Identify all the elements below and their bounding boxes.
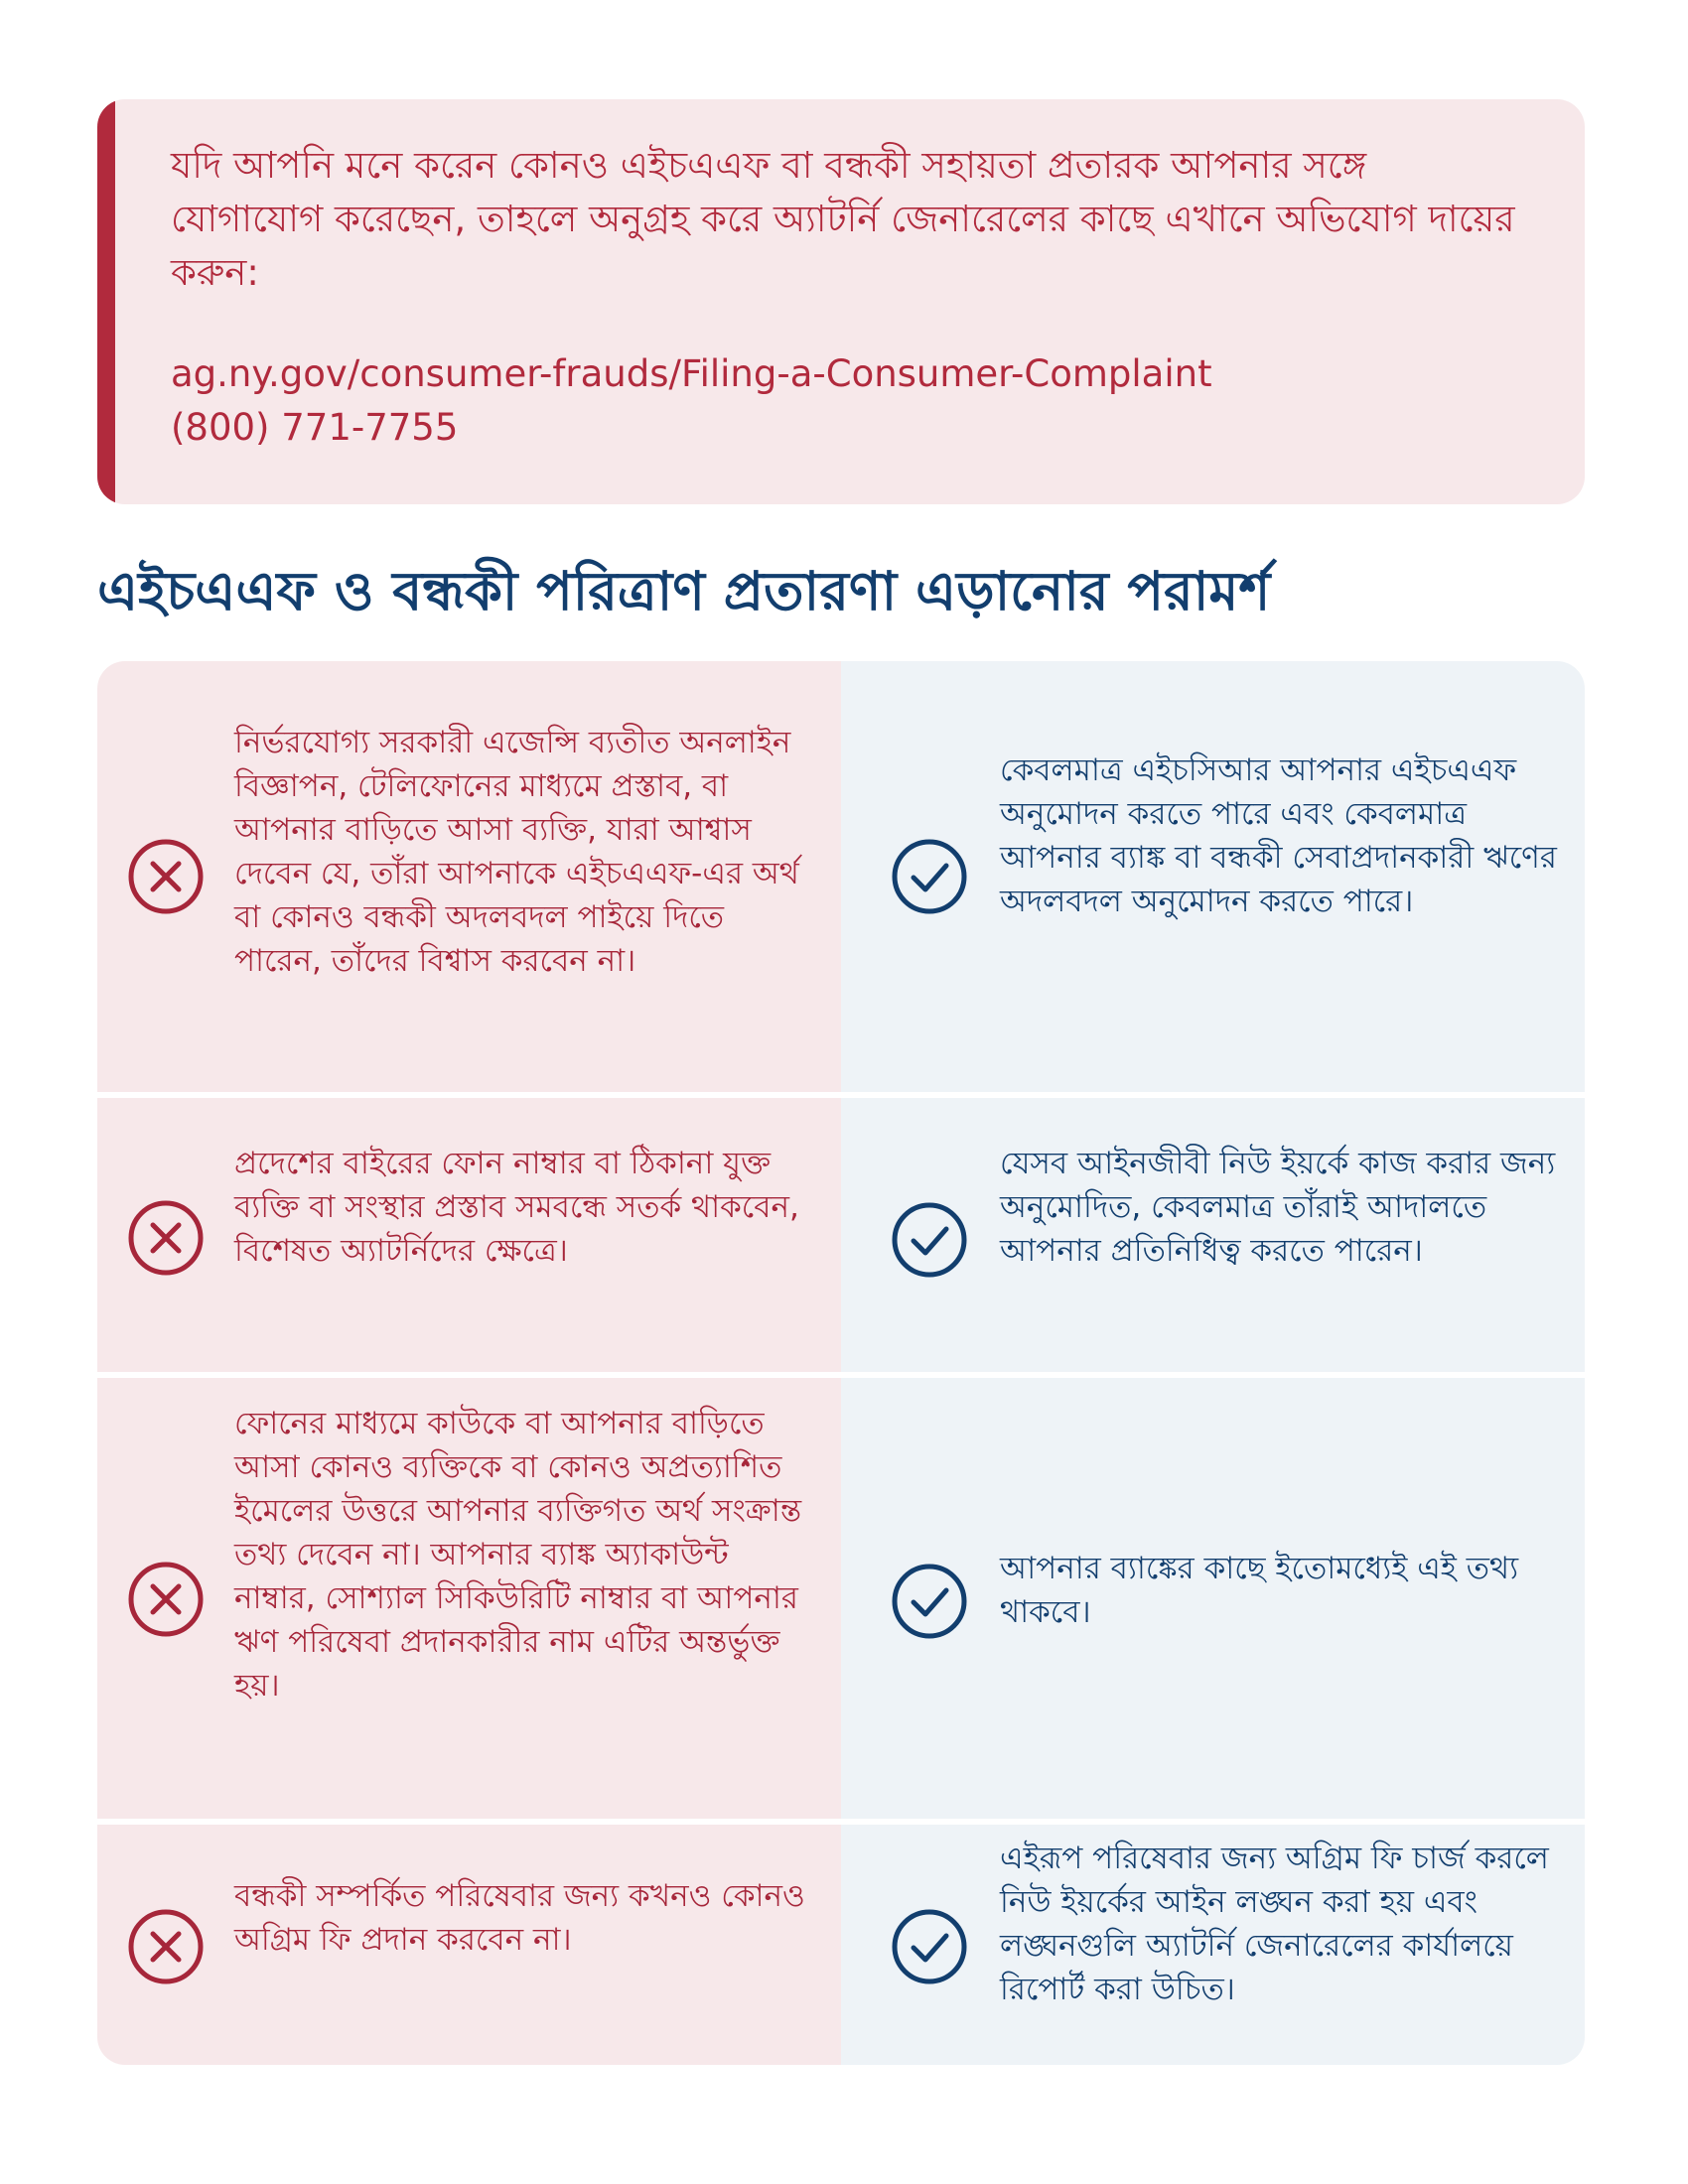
complaint-link[interactable]: ag.ny.gov/consumer-frauds/Filing-a-Consumer-Complaint <box>171 352 1212 395</box>
check-circle-icon <box>891 1201 968 1279</box>
do-text: আপনার ব্যাঙ্কের কাছে ইতোমধ্যেই এই তথ্য থাকবে। <box>1000 1551 1519 1630</box>
dont-text: প্রদেশের বাইরের ফোন নাম্বার বা ঠিকানা যুক্ত ব্যক্তি বা সংস্থার প্রস্তাব সমবন্ধে সতর্ক থাকবেন, বিশেষত অ্যাটর্নিদের ক্ষেত্রে। <box>234 1146 799 1269</box>
dont-text: নির্ভরযোগ্য সরকারী এজেন্সি ব্যতীত অনলাইন বিজ্ঞাপন, টেলিফোনের মাধ্যমে প্রস্তাব, বা আপনার বাড়িতে আসা ব্যক্তি, যারা আশ্বাস দেবেন যে, তাঁরা আপনাকে এইচএএফ-এর অর্থ বা কোনও বন্ধকী অদলবদল পাইয়ে দিতে পারেন, তাঁদের বিশ্বাস করবেন না। <box>234 725 799 979</box>
dont-text: ফোনের মাধ্যমে কাউকে বা আপনার বাড়িতে আসা কোনও ব্যক্তিকে বা কোনও অপ্রত্যাশিত ইমেলের উত্তরে আপনার ব্যক্তিগত অর্থ সংক্রান্ত তথ্য দেবেন না। আপনার ব্যাঙ্ক অ্যাকাউন্ট নাম্বার, সোশ্যাল সিকিউরিটি নাম্বার বা আপনার ঋণ পরিষেবা প্রদানকারীর নাম এটির অন্তর্ভুক্ত হয়। <box>234 1406 802 1704</box>
dont-cell <box>97 661 841 1092</box>
do-text: এইরূপ পরিষেবার জন্য অগ্রিম ফি চার্জ করলে নিউ ইয়র্কের আইন লঙ্ঘন করা হয় এবং লঙ্ঘনগুলি অ্যাটর্নি জেনারেলের কার্যালয়ে রিপোর্ট করা উচিত। <box>1000 1841 1549 2007</box>
do-text: যেসব আইনজীবী নিউ ইয়র্কে কাজ করার জন্য অনুমোদিত, কেবলমাত্র তাঁরাই আদালতে আপনার প্রতিনিধিত্ব করতে পারেন। <box>1000 1146 1556 1269</box>
section-title: এইচএএফ ও বন্ধকী পরিত্রাণ প্রতারণা এড়ানোর পরামর্শ <box>97 560 1271 622</box>
do-cell <box>841 661 1585 1092</box>
complaint-phone[interactable]: (800) 771-7755 <box>171 406 459 449</box>
check-circle-icon <box>891 838 968 915</box>
tip-row <box>97 1825 1585 2065</box>
dont-text: বন্ধকী সম্পর্কিত পরিষেবার জন্য কখনও কোনও অগ্রিম ফি প্রদান করবেন না। <box>234 1878 805 1958</box>
fraud-alert-box <box>97 99 1585 504</box>
tips-table <box>97 661 1585 2065</box>
alert-accent-bar <box>97 99 115 504</box>
do-text: কেবলমাত্র এইচসিআর আপনার এইচএএফ অনুমোদন করতে পারে এবং কেবলমাত্র আপনার ব্যাঙ্ক বা বন্ধকী সেবাপ্রদানকারী ঋণের অদলবদল অনুমোদন করতে পারে। <box>1000 752 1557 919</box>
x-circle-icon <box>127 1199 205 1277</box>
tip-row <box>97 1098 1585 1372</box>
tip-row <box>97 661 1585 1092</box>
tip-row <box>97 1378 1585 1819</box>
do-cell <box>841 1098 1585 1372</box>
x-circle-icon <box>127 838 205 915</box>
dont-cell <box>97 1825 841 2065</box>
check-circle-icon <box>891 1908 968 1985</box>
do-cell <box>841 1378 1585 1819</box>
do-cell <box>841 1825 1585 2065</box>
check-circle-icon <box>891 1563 968 1640</box>
alert-message: যদি আপনি মনে করেন কোনও এইচএএফ বা বন্ধকী সহায়তা প্রতারক আপনার সঙ্গে যোগাযোগ করেছেন, তাহলে অনুগ্রহ করে অ্যাটর্নি জেনারেলের কাছে এখানে অভিযোগ দায়ের করুন: <box>171 144 1515 294</box>
dont-cell <box>97 1378 841 1819</box>
x-circle-icon <box>127 1908 205 1985</box>
dont-cell <box>97 1098 841 1372</box>
x-circle-icon <box>127 1561 205 1638</box>
